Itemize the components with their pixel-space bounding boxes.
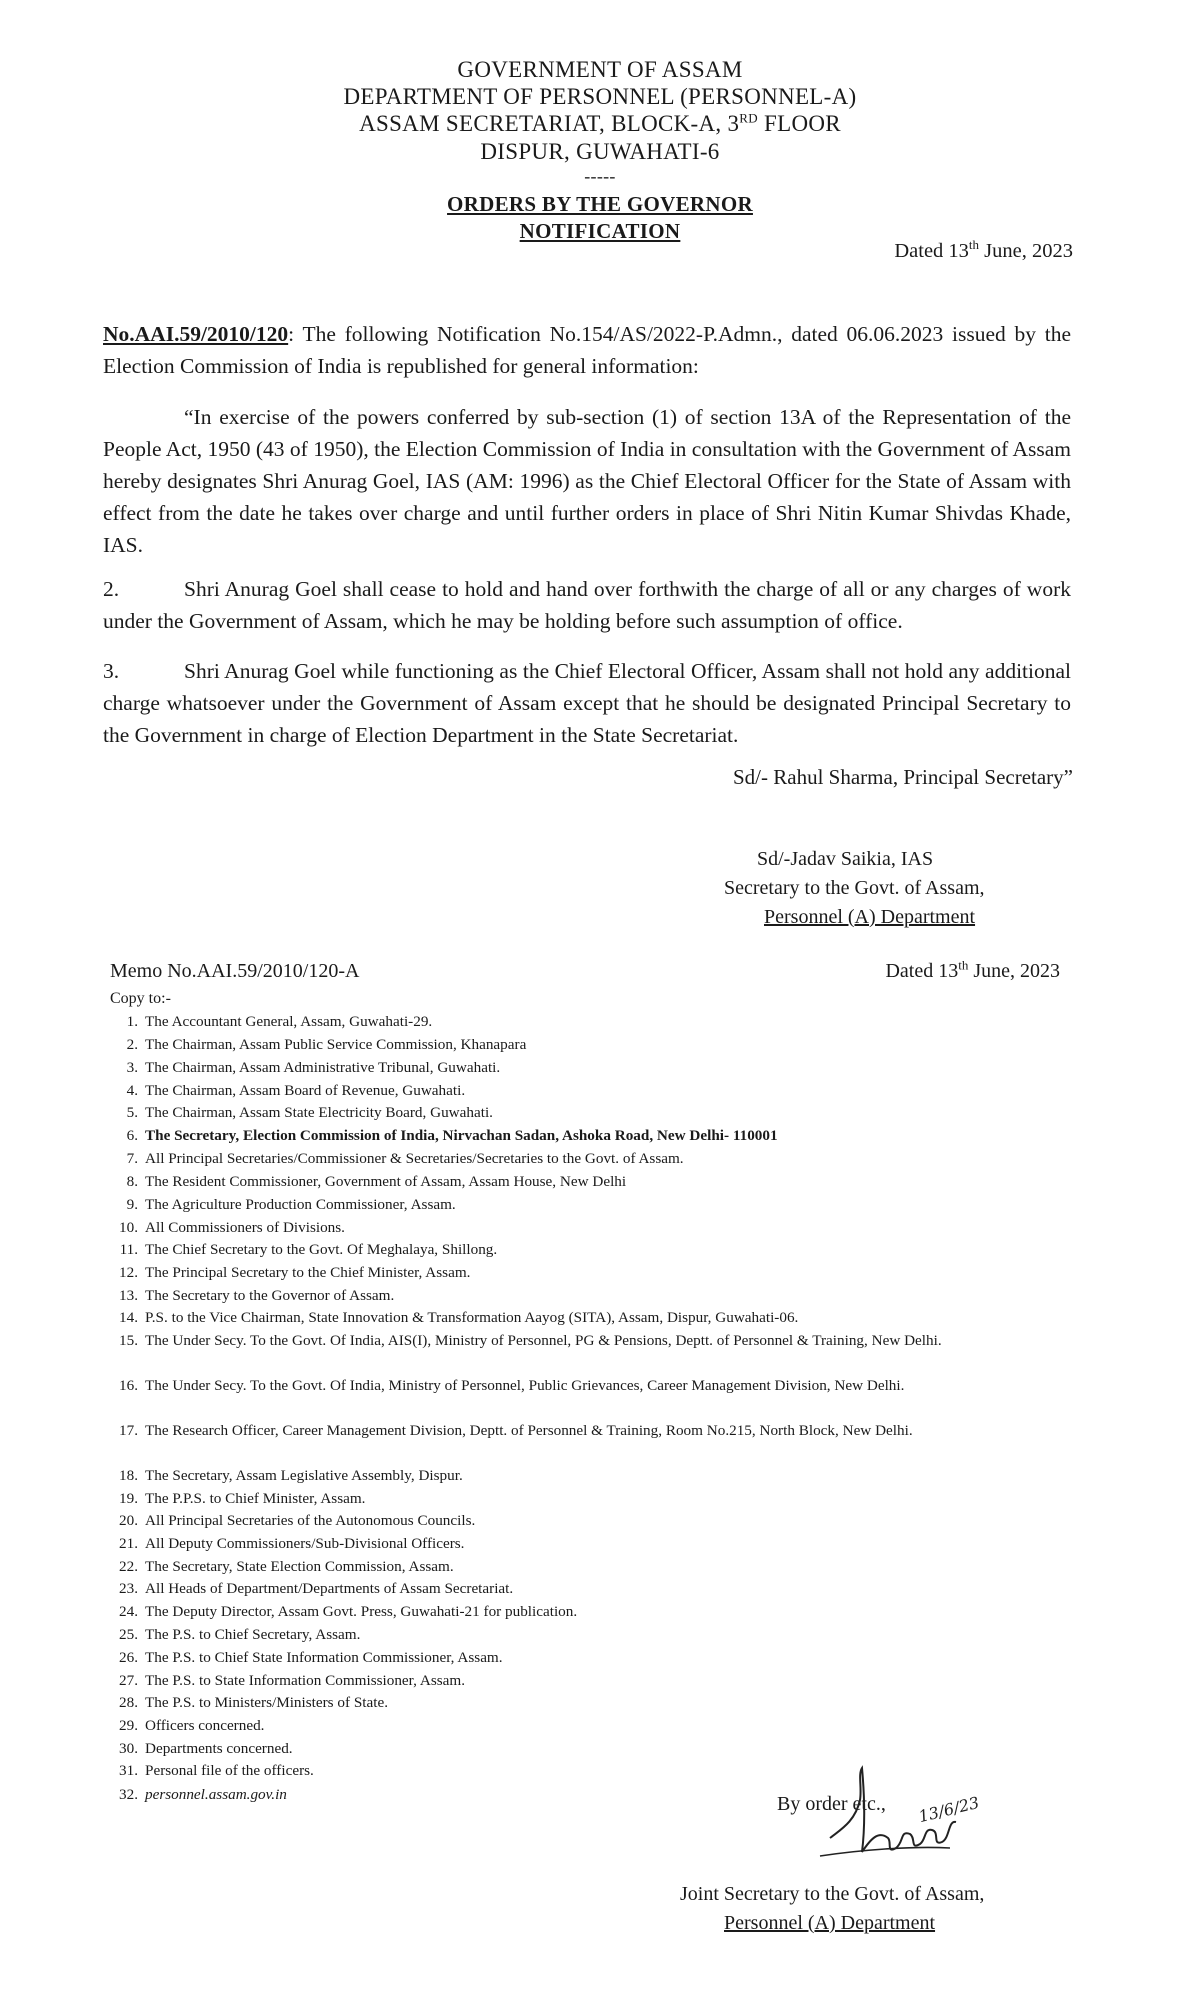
copy-list-number: 12. (119, 1264, 138, 1281)
by-order: By order etc., (777, 1793, 886, 1815)
copy-list-text: All Deputy Commissioners/Sub-Divisional Officers. (145, 1535, 465, 1552)
copy-list-number: 15. (119, 1332, 138, 1349)
copy-list-text: The Resident Commissioner, Government of Assam, Assam House, New Delhi (145, 1173, 627, 1190)
copy-list-item (126, 1173, 1060, 1191)
dated-top-text: Dated 13 (894, 240, 969, 262)
orders-title: ORDERS BY THE GOVERNOR (447, 192, 753, 216)
copy-list-text: The Accountant General, Assam, Guwahati-29. (145, 1013, 433, 1030)
memo-number: Memo No.AAI.59/2010/120-A (110, 960, 360, 982)
copy-list-number: 28. (119, 1694, 138, 1711)
copy-list-item (119, 1377, 1060, 1395)
dated-top-sup: th (968, 237, 980, 253)
copy-list-number: 4. (126, 1082, 138, 1099)
handwritten-signature-date: 13/6/23 (916, 1792, 982, 1827)
copy-list-item (119, 1603, 1060, 1621)
copy-list-number: 20. (119, 1512, 138, 1529)
copy-list-text: The Chairman, Assam State Electricity Board, Guwahati. (145, 1104, 493, 1121)
copy-list-number: 25. (119, 1626, 138, 1643)
copy-list-number: 30. (119, 1740, 138, 1757)
copy-list-number: 2. (126, 1036, 138, 1053)
copy-list-number: 11. (119, 1241, 138, 1258)
copy-list-number: 18. (119, 1467, 138, 1484)
copy-list-text: The Secretary, State Election Commission, Assam. (145, 1558, 454, 1575)
handwritten-signature (800, 1760, 990, 1870)
copy-list-text: The P.P.S. to Chief Minister, Assam. (145, 1490, 366, 1507)
copy-list-text: Officers concerned. (145, 1717, 265, 1734)
copy-list-text: Departments concerned. (145, 1740, 293, 1757)
copy-list-number: 8. (126, 1173, 138, 1190)
copy-list-text: The Under Secy. To the Govt. Of India, AIS(I), Ministry of Personnel, PG & Pensions, Deptt. of Personnel & Training, New Delhi. (145, 1332, 942, 1349)
copy-list-item (126, 1036, 1060, 1054)
copy-list-text: The P.S. to State Information Commissioner, Assam. (145, 1672, 466, 1689)
memo-date (885, 957, 1060, 983)
paragraph-1: “In exercise of the powers conferred by sub-section (1) of section 13A of the Representation of the People Act, 1950 (43 of 1950), the Election Commission of India in consultation with the Government of Assam hereby designates Shri Anurag Goel, IAS (AM: 1996) as the Chief Electoral Officer for the State of Assam with effect from the date he takes over charge and until further orders in place of Shri Nitin Kumar Shivdas Khade, IAS. (103, 405, 1071, 557)
copy-list-number: 32. (119, 1786, 138, 1803)
copy-list-number: 17. (119, 1422, 138, 1439)
quote-signature: Sd/- Rahul Sharma, Principal Secretary” (733, 765, 1073, 789)
copy-list-number: 21. (119, 1535, 138, 1552)
memo-date-text: Dated 13 (885, 960, 959, 982)
copy-list-text: The Secretary to the Governor of Assam. (145, 1287, 395, 1304)
header-address-floor: FLOOR (757, 111, 841, 136)
copy-list-item (119, 1535, 1060, 1553)
copy-list-item (126, 1059, 1060, 1077)
copy-list-text: The Research Officer, Career Management Division, Deptt. of Personnel & Training, Room No.215, North Block, New Delhi. (145, 1422, 913, 1439)
copy-list-number: 1. (126, 1013, 138, 1030)
header-government: GOVERNMENT OF ASSAM (457, 57, 743, 82)
dated-top-year: June, 2023 (979, 240, 1073, 262)
copy-list-text: The Secretary, Election Commission of India, Nirvachan Sadan, Ashoka Road, New Delhi- 110001 (145, 1127, 778, 1144)
copy-list-item (126, 1127, 1060, 1145)
copy-list-number: 24. (119, 1603, 138, 1620)
copy-list-text: The Chairman, Assam Board of Revenue, Guwahati. (145, 1082, 466, 1099)
copy-list-text: The Under Secy. To the Govt. Of India, Ministry of Personnel, Public Grievances, Career Management Division, New Delhi. (145, 1377, 905, 1394)
copy-list-text: The Principal Secretary to the Chief Minister, Assam. (145, 1264, 471, 1281)
copy-list-text: The Deputy Director, Assam Govt. Press, Guwahati-21 for publication. (145, 1603, 578, 1620)
copy-list-number: 31. (119, 1762, 138, 1779)
copy-list-number: 9. (126, 1196, 138, 1213)
copy-list-number: 6. (126, 1127, 138, 1144)
copy-list-item (119, 1740, 1060, 1758)
copy-list-number: 10. (119, 1219, 138, 1236)
copy-list-item (126, 1013, 1060, 1031)
copy-list-text: The Agriculture Production Commissioner, Assam. (145, 1196, 456, 1213)
ref-paragraph (103, 318, 1071, 382)
closing-department: Personnel (A) Department (724, 1912, 936, 1934)
header-address-text: ASSAM SECRETARIAT, BLOCK-A, 3 (359, 111, 740, 136)
copy-list-item (119, 1332, 1060, 1350)
signatory-department: Personnel (A) Department (764, 906, 976, 928)
copy-list-item (126, 1150, 1060, 1168)
copy-list-item (119, 1467, 1060, 1485)
copy-list-number: 13. (119, 1287, 138, 1304)
dated-top (894, 237, 1073, 263)
copy-list-text: All Commissioners of Divisions. (145, 1219, 345, 1236)
copy-list-item (119, 1717, 1060, 1735)
header-city: DISPUR, GUWAHATI-6 (480, 139, 720, 164)
copy-list-text: The P.S. to Ministers/Ministers of State. (145, 1694, 388, 1711)
memo-date-sup: th (958, 957, 969, 973)
copy-list-text: The P.S. to Chief Secretary, Assam. (145, 1626, 361, 1643)
signatory-designation: Secretary to the Govt. of Assam, (724, 877, 985, 899)
copy-list-item (119, 1219, 1060, 1237)
copy-list-item (119, 1309, 1060, 1327)
copy-list-item (119, 1558, 1060, 1576)
copy-list-item (126, 1082, 1060, 1100)
ref-number: No.AAI.59/2010/120 (103, 322, 289, 346)
header-department: DEPARTMENT OF PERSONNEL (PERSONNEL-A) (343, 84, 857, 109)
copy-list-item (119, 1580, 1060, 1598)
paragraph-3 (103, 655, 1071, 751)
paragraph-3-number: 3. (103, 659, 120, 683)
copy-list-number: 5. (126, 1104, 138, 1121)
paragraph-2-number: 2. (103, 577, 120, 601)
copy-list-text[interactable]: personnel.assam.gov.in (145, 1786, 287, 1803)
copy-list-number: 29. (119, 1717, 138, 1734)
copy-list-item (119, 1287, 1060, 1305)
memo-date-year: June, 2023 (968, 960, 1060, 982)
copy-list-item (119, 1490, 1060, 1508)
copy-list-number: 14. (119, 1309, 138, 1326)
paragraph-3-text: Shri Anurag Goel while functioning as the Chief Electoral Officer, Assam shall not hold any additional charge whatsoever under the Government of Assam except that he should be designated Principal Secretary to the Government in charge of Election Department in the State Secretariat. (103, 659, 1071, 747)
copy-list-text: The Chief Secretary to the Govt. Of Meghalaya, Shillong. (145, 1241, 498, 1258)
header-address-sup: RD (739, 110, 758, 126)
copy-list-text: All Principal Secretaries/Commissioner & Secretaries/Secretaries to the Govt. of Assam. (145, 1150, 684, 1167)
copy-list-text: P.S. to the Vice Chairman, State Innovation & Transformation Aayog (SITA), Assam, Dispur, Guwahati-06. (145, 1309, 799, 1326)
copy-list-number: 7. (126, 1150, 138, 1167)
copy-list-text: Personal file of the officers. (145, 1762, 314, 1779)
copy-list-item (119, 1264, 1060, 1282)
copy-list-text: The Chairman, Assam Administrative Tribunal, Guwahati. (145, 1059, 501, 1076)
paragraph-2-text: Shri Anurag Goel shall cease to hold and hand over forthwith the charge of all or any charges of work under the Government of Assam, which he may be holding before such assumption of office. (103, 577, 1071, 633)
copy-list-text: All Principal Secretaries of the Autonomous Councils. (145, 1512, 476, 1529)
copy-list-number: 23. (119, 1580, 138, 1597)
copy-list-number: 19. (119, 1490, 138, 1507)
copy-list-text: The P.S. to Chief State Information Commissioner, Assam. (145, 1649, 503, 1666)
ref-intro: : The following Notification No.154/AS/2022-P.Admn., dated 06.06.2023 issued by the Election Commission of India is republished for general information: (103, 322, 1071, 378)
copy-list-number: 22. (119, 1558, 138, 1575)
header-separator: ----- (584, 166, 616, 186)
copy-list-number: 26. (119, 1649, 138, 1666)
copy-list-text: All Heads of Department/Departments of Assam Secretariat. (145, 1580, 514, 1597)
signatory-name: Sd/-Jadav Saikia, IAS (757, 848, 934, 870)
copy-list-item (119, 1672, 1060, 1690)
notification-title: NOTIFICATION (519, 219, 681, 243)
copy-list-text: The Secretary, Assam Legislative Assembly, Dispur. (145, 1467, 463, 1484)
paragraph-2 (103, 573, 1071, 637)
copy-list-item (126, 1196, 1060, 1214)
header-address (0, 110, 1200, 137)
copy-list-item (126, 1104, 1060, 1122)
copy-list-item (119, 1626, 1060, 1644)
copy-list-item (119, 1241, 1060, 1259)
copy-list-item (119, 1422, 1060, 1440)
closing-designation: Joint Secretary to the Govt. of Assam, (680, 1883, 985, 1905)
copy-list-item (119, 1512, 1060, 1530)
copy-list-item (119, 1649, 1060, 1667)
copy-list-number: 3. (126, 1059, 138, 1076)
copy-list-number: 27. (119, 1672, 138, 1689)
copy-list-number: 16. (119, 1377, 138, 1394)
copy-list-text: The Chairman, Assam Public Service Commission, Khanapara (145, 1036, 527, 1053)
copy-list-item (119, 1694, 1060, 1712)
copy-to-label: Copy to:- (110, 990, 171, 1007)
